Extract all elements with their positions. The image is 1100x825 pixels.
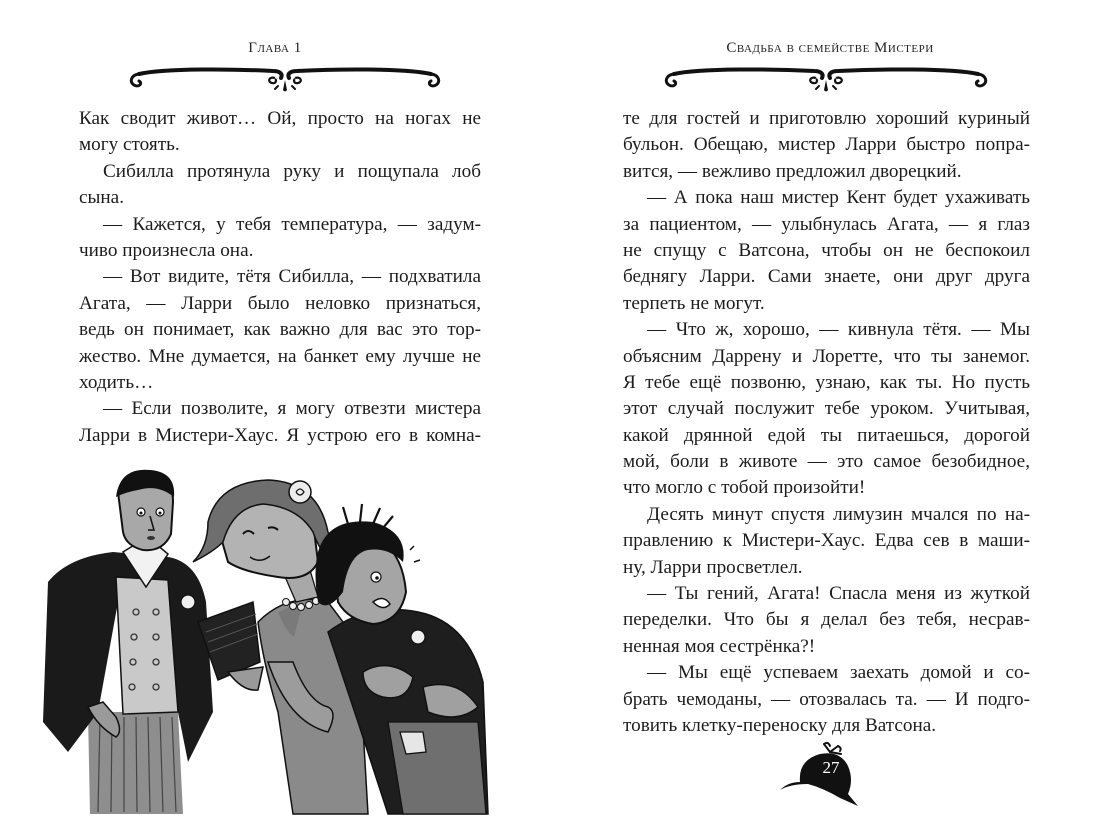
text-line: чиво произнесла она. (79, 239, 254, 261)
text-line: — Вот видите, тётя Сибилла, — подхватила (103, 266, 481, 288)
text-line: беднягу Ларри. Сами знаете, они друг друга (623, 266, 1030, 288)
text-line: — Ты гений, Агата! Спасла меня из жуткой (647, 583, 1030, 605)
text-line: могу стоять. (79, 134, 180, 156)
right-page (550, 0, 1100, 825)
text-line: вится, — вежливо предложил дворецкий. (623, 160, 962, 182)
body-text-left (79, 106, 481, 449)
text-line: Ларри в Мистери-Хаус. Я устрою его в комна- (79, 424, 481, 446)
text-line: мой, боли в животе — это самое безобидное, (623, 451, 1030, 473)
text-line: сына. (79, 187, 124, 209)
text-line: ну, Ларри просветлел. (623, 556, 803, 578)
text-line: ненная моя сестрёнка?! (623, 635, 816, 657)
text-line: Как сводит живот… Ой, просто на ногах не (79, 108, 481, 129)
text-line: правлению к Мистери-Хаус. Едва сев в маши- (623, 530, 1030, 552)
text-line: объясним Даррену и Лоретте, что ты занемог. (623, 345, 1030, 367)
text-line: — Что ж, хорошо, — кивнула тётя. — Мы (647, 319, 1030, 341)
running-head-book-title: Свадьба в семействе Мистери (726, 40, 934, 56)
text-line: — А пока наш мистер Кент будет ухаживать (647, 187, 1030, 209)
text-line: Агата, — Ларри было неловко признаться, (79, 292, 481, 314)
text-line: товить клетку-переноску для Ватсона. (623, 714, 937, 736)
flourish-ornament-icon (660, 62, 992, 94)
body-text-right (623, 106, 1030, 739)
text-line: — Мы ещё успеваем заехать домой и со- (647, 662, 1030, 684)
text-line: не спущу с Ватсона, чтобы он не беспокоил (623, 239, 1030, 261)
text-line: брать чемоданы, — отозвалась та. — И подго- (623, 688, 1030, 710)
text-line: те для гостей и приготовлю хороший куриный (623, 108, 1030, 129)
flourish-ornament-icon (125, 62, 445, 94)
text-line: терпеть не могут. (623, 292, 765, 314)
text-line: бульон. Обещаю, мистер Ларри быстро попра- (623, 134, 1030, 156)
text-line: ведь он понимает, как важно для вас это тор- (79, 319, 481, 341)
text-line: Десять минут спустя лимузин мчался по на- (647, 503, 1030, 525)
text-line: жество. Мне думается, на банкет ему лучше не (79, 345, 481, 367)
character-illustration (28, 462, 508, 817)
running-head-chapter: Глава 1 (248, 40, 302, 56)
text-line: — Если позволите, я могу отвезти мистера (103, 398, 481, 420)
text-line: какой дрянной едой ты питаешься, дорогой (623, 424, 1030, 446)
page-number: 27 (822, 758, 840, 777)
text-line: этот случай послужит тебе уроком. Учитывая, (623, 398, 1030, 420)
text-line: Я тебе ещё позвоню, узнаю, как ты. Но пусть (623, 371, 1030, 393)
text-line: за пациентом, — улыбнулась Агата, — я глаз (623, 213, 1030, 235)
text-line: ходить… (79, 371, 154, 393)
text-line: Сибилла протянула руку и пощупала лоб (103, 160, 481, 182)
page-number-badge (778, 738, 863, 808)
text-line: — Кажется, у тебя температура, — задум- (103, 213, 481, 235)
text-line: что могло с тобой произойти! (623, 477, 866, 499)
text-line: переделки. Что бы я делал без тебя, несрав- (623, 609, 1030, 631)
